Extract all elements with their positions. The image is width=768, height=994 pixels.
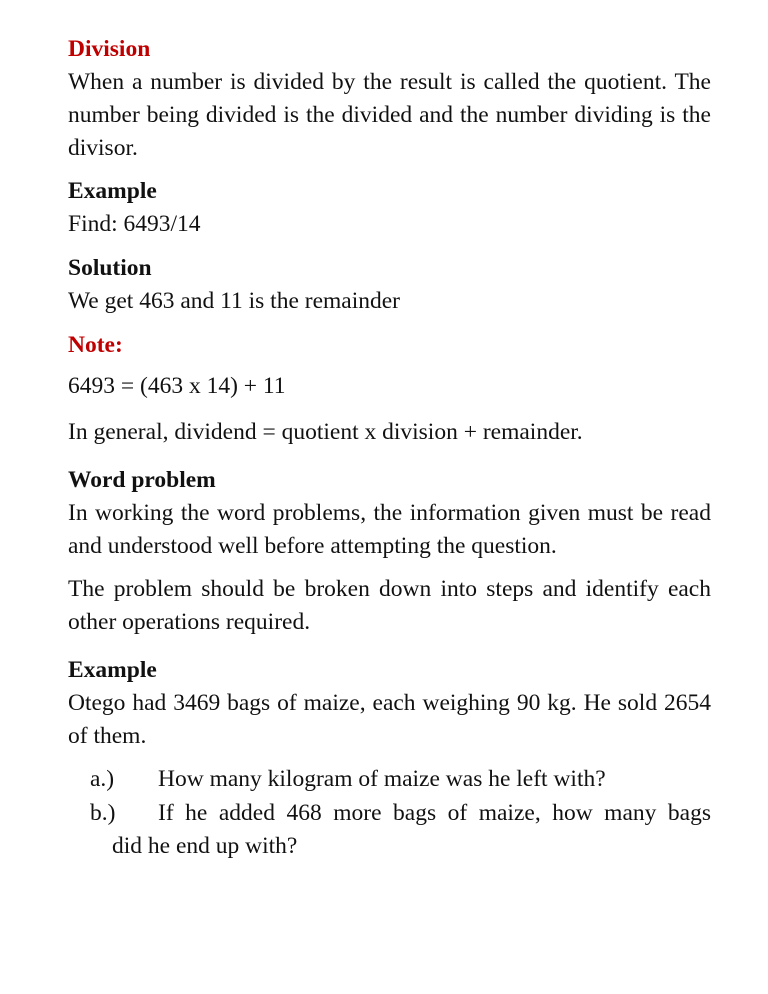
- question-b: [68, 797, 711, 863]
- note-equation: 6493 = (463 x 14) + 11: [68, 373, 286, 399]
- word-problem-heading: Word problem: [68, 467, 216, 493]
- example-text: Find: 6493/14: [68, 211, 201, 237]
- question-b-text: If he added 468 more bags of maize, how many bags: [158, 800, 711, 826]
- note-heading: Note:: [68, 332, 123, 358]
- question-a: [68, 763, 711, 796]
- example-2-heading: Example: [68, 657, 157, 683]
- word-problem-paragraph-1: In working the word problems, the information given must be read and understood well before attempting the question.: [68, 500, 711, 559]
- solution-heading: Solution: [68, 255, 152, 281]
- solution-text: We get 463 and 11 is the remainder: [68, 288, 401, 314]
- word-problem-paragraph-2: The problem should be broken down into steps and identify each other operations required.: [68, 576, 711, 635]
- question-b-continuation: did he end up with?: [112, 833, 298, 859]
- division-paragraph: When a number is divided by the result is called the quotient. The number being divided is the divided and the number dividing is the divisor.: [68, 69, 711, 161]
- question-b-label: b.): [90, 800, 116, 826]
- example-2-text: Otego had 3469 bags of maize, each weighing 90 kg. He sold 2654 of them.: [68, 690, 711, 749]
- division-heading: Division: [68, 36, 151, 62]
- note-general-rule: In general, dividend = quotient x division + remainder.: [68, 419, 583, 445]
- question-a-text: How many kilogram of maize was he left with?: [158, 766, 606, 792]
- question-a-label: a.): [90, 766, 115, 792]
- example-heading: Example: [68, 178, 157, 204]
